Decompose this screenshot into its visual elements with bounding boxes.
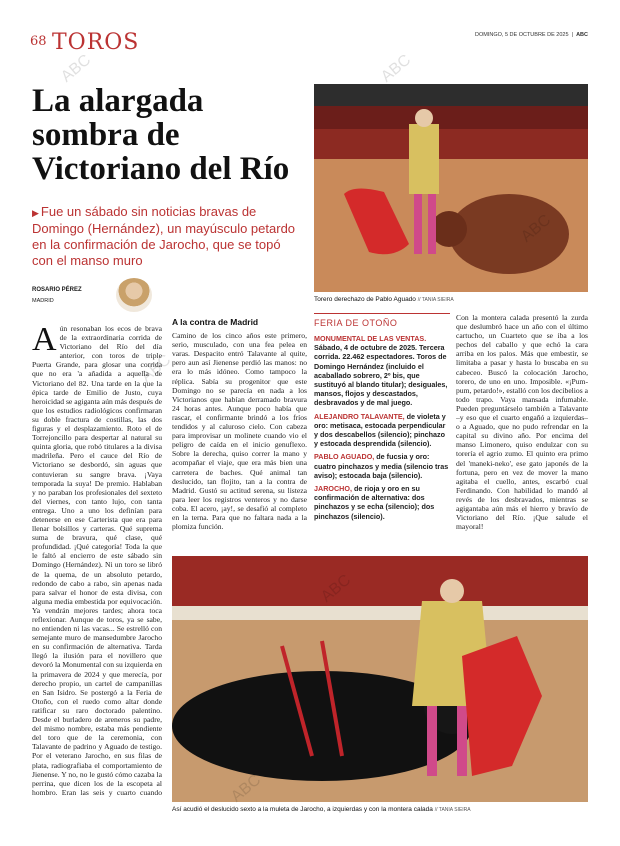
author-avatar [116,278,152,312]
date: DOMINGO, 5 DE OCTUBRE DE 2025 [475,32,569,38]
feria-details: Sábado, 4 de octubre de 2025. Tercera corrida. 22.462 espectadores. Toros de Domingo Hernández (incluido el acaballado sobrero, 2º bis, que sustituyó al blando titular); desiguales, mansos, flojos y descastados, desbravados y de mal juego. [314,343,448,408]
caption-credit: // TANIA SIEIRA [417,297,454,303]
watermark: ABC [58,51,95,86]
arrow-icon: ▶ [32,208,39,218]
body-column-3: Con la montera calada presentó la zurda que deslumbró hace un año con el último cartucho, un Cuarteto que se iba a los pechos del caballo y que echó la cara arriba en los palos. Más que embestir, se limitaba a pasar y hasta lo buscaba en su cabeceo. Buscó la colocación Jarocho, torero, de uno en uno. Imposible. «¡Pum-pum, petardo!», estalló con los decibelios a todo trapo. Vaya mansada infumable. Pueden preguntárselo también a Talavante –y eso que el cuarto engañó a izquierdas– o a Aguado, que no pudo refrendar en la capital su divino año. Por encima del manso Limonero, quiso endulzar con su torería el agrio zumo. El quinto era primo del 'maneki-neko', ese gato japonés de la fortuna, pero en vez de mover la mano agitaba el cuello, antes, escarbó cual Ferdinando. Con habilidad lo mandó al revés de los desbravados, mientras se agigantaba aún más el hierro y bravío de Victoriano del Río. ¡Que salude el mayoral! [456,313,588,532]
caption-text: Torero derechazo de Pablo Aguado [314,296,416,303]
page-number: 68 [30,34,47,49]
feria-title: FERIA DE OTOÑO [314,318,398,328]
torero-1-name: ALEJANDRO TALAVANTE, [314,411,405,421]
col2-text: Camino de los cinco años este primero, serio, musculado, con una fea pelea en varas. Despacito entró Talavante al quite, pero aun así Jienense perdió las manos: no era lo más idóneo. Como tampoco la réplica. Sabía su progenitor que este Domingo no se parecía en nada a los Victorianos que habían derramado bravura 24 horas antes. Aunque poco había que rascar, el confirmante brindó a los fríos tendidos y al caluroso cielo. Con cabeza para improvisar un molinete cuando vio el peligro de caída en el inicio genuflexo. Sobre la derecha, quiso correr la mano y acompañar el viaje, que era más bien una carretera de baches. Qué animal tan deslucido, tan flojito, tan a la contra de Madrid. Gustó su actitud serena, su listeza para leer los registros venteros y no darse coba. El acero, ¡ay!, se desafió al completo en la terna. Para que no faltara nada a la plomiza función. [172,331,307,532]
subhead [32,204,302,269]
section-title: TOROS [52,30,140,55]
dropcap: A [32,324,57,358]
photo-bottom-caption [172,806,471,813]
bullfight-photo-1 [314,84,588,292]
col2-subtitle: A la contra de Madrid [172,317,259,327]
watermark: ABC [138,351,175,386]
photo-top-caption [314,296,454,303]
col1-text: ún resonaban los ecos de brava de la extraordinaria corrida de Victoriano del Río del día anterior, con toros de triple Puerta Grande, para glosar una corrida que no era 'a añadida a aquella de Victoriano del 82. Una tarde en la que la épica tarde de Emilio de Justo, cuya heroicidad se agiganta aún más después de que los estudios radiológicos confirmaran su doble fractura de costillas, las dos figuras y el desplazamiento. Roto el de Torrejoncillo para despertar al natural su quinta gloria, que robó titulares a la divisa madrileña. Pero el cauce del Río de Victoriano se desbordó, sin aguas que contuvieran su sangre brava. ¡Vaya temporada la suya! De premio. Hablaban y no paraban los profesionales del sexteto del viernes, con tanto lujo, con tanta entrega. Uno a uno los definían para detenerse en ese Carterista que era para llenar bolsillos y carteras. Qué suprema suma de bravura, qué clase, qué profundidad. ¡Qué categoría! Toda la que le faltó al encierro de este sábado sin Domingo (Hernández). Ni un toro se libró de la quema, de un absoluto petardo, redondo de cabo a rabo, sin apenas nada para salvar el honor de esta divisa, con alguna media embestida por equivocación. Ya vendrán mejores tardes; ahora toca reflexionar. Aunque de toros, ya se sabe, no entienden ni las vacas... Se estrelló con semejante muro de mansedumbre Jarocho en su confirmación de alternativa. Tarda llegó la ilusión para el novillero que devoró la Monumental con su izquierda en la primavera de 2024 y que merecía, por derecho propio, un cartel de campanillas en San Isidro. Se postergó a la Feria de Otoño, con el ruedo como altar donde ratificar su raro doctorado palentino. Desde el burladero de areneros su padre, del mismo nombre, estaba más pendiente del toro que de la ceremonia, con Talavante de padrino y Aguado de testigo. Por el veterano Jarocho, en sus filas de plata, radiografiaba el comportamiento de Jienense. Y no, no le gustó cómo cazaba la perrina, que dicen los de la escopeta al hombro. Eran las seis y cuarto cuando [32,324,162,797]
torero-2-result: de fucsia y oro: cuatro pinchazos y media (silencio tras aviso); estocada baja (silencio). [314,452,449,480]
feria-box [314,313,450,521]
feria-info [314,334,450,521]
torero-3-name: JAROCHO, [314,484,352,494]
feria-venue: MONUMENTAL DE LAS VENTAS. [314,334,427,343]
subhead-text: Fue un sábado sin noticias bravas de Domingo (Hernández), un mayúsculo petardo en la confirmación de Jarocho, que se topó con el manso muro [32,204,296,268]
torero-1-result: de violeta y oro: metisaca, estocada perpendicular y dos descabellos (silencio); pinchazo y estocada desprendida (silencio). [314,411,446,449]
body-column-2 [172,278,307,550]
photo-bottom [172,556,588,802]
torero-2-name: PABLO AGUADO, [314,452,375,462]
photo-top [314,84,588,292]
author-location: MADRID [32,298,54,304]
bullfight-photo-2 [172,556,588,802]
body-column-1 [32,324,162,802]
caption-text: Así acudió el deslucido sexto a la muleta de Jarocho, a izquierdas y con la montera calada [172,806,433,813]
brand: ABC [576,32,588,38]
headline: La alargada sombra de Victoriano del Río [32,83,290,187]
caption-credit: // TANIA SIEIRA [434,807,471,813]
torero-3-result: de rioja y oro en su confirmación de alternativa: dos pinchazos y se echa (silencio); dos pinchazos (silencio). [314,484,435,521]
header-meta: DOMINGO, 5 DE OCTUBRE DE 2025 | ABC [475,32,588,38]
author-name: ROSARIO PÉREZ [32,287,82,293]
watermark: ABC [378,51,415,86]
